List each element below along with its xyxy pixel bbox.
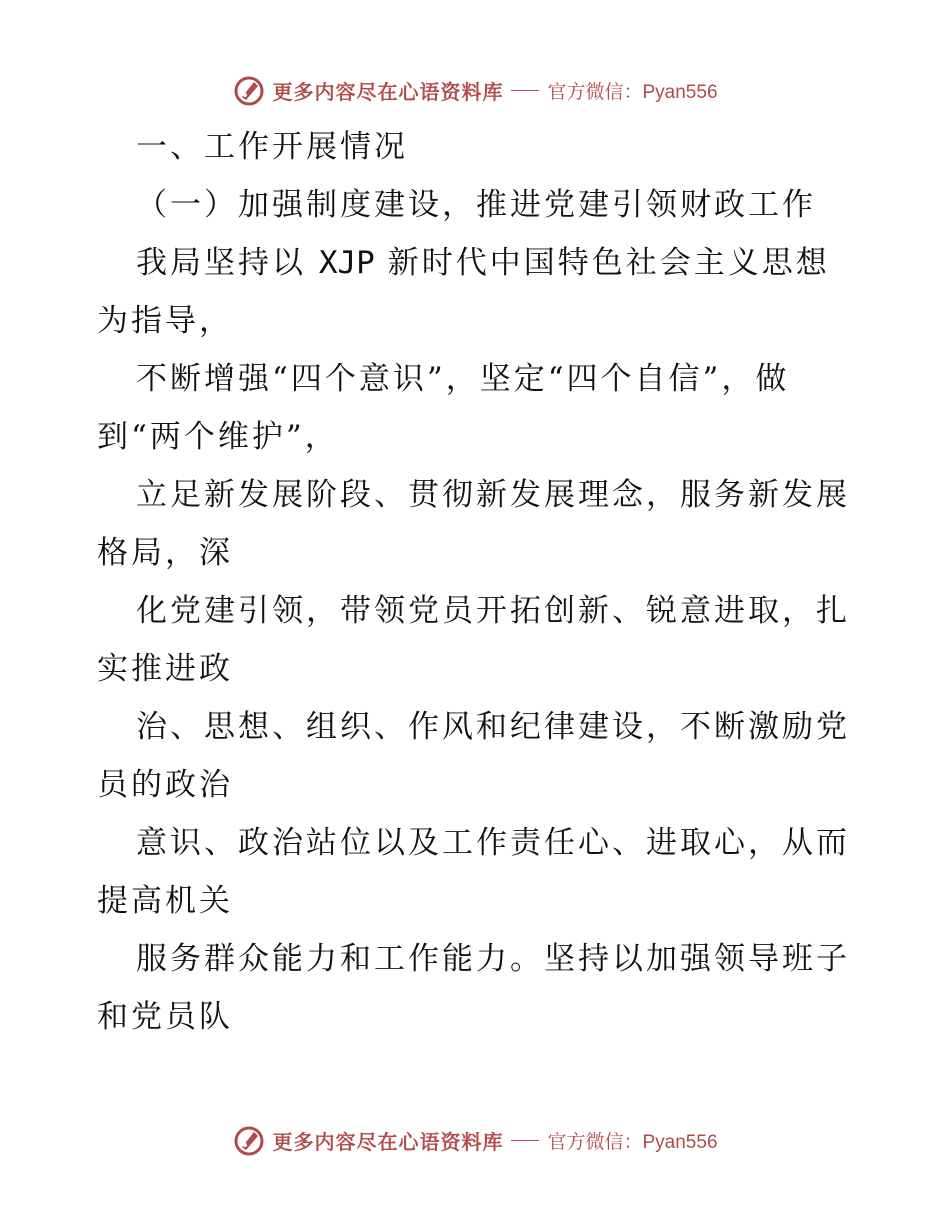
- pen-nib-circle-icon: [232, 73, 266, 107]
- banner-brand-text: 更多内容尽在心语资料库: [272, 79, 504, 104]
- paragraph-line: 到“两个维护”，: [97, 419, 339, 455]
- text-run: 新时代中国特色社会主义思想: [374, 245, 830, 281]
- paragraph-line: 为指导，: [97, 303, 233, 339]
- banner-contact-label: 官方微信：: [547, 1130, 643, 1153]
- paragraph-line: 治、思想、组织、作风和纪律建设，不断激励党: [136, 709, 850, 745]
- paragraph-line: 员的政治: [97, 767, 233, 803]
- banner-contact: [547, 1127, 717, 1154]
- subsection-heading: （一）加强制度建设，推进党建引领财政工作: [136, 187, 816, 223]
- footer-watermark-banner: [0, 1120, 950, 1160]
- document-body: [97, 118, 857, 1046]
- banner-brand-text: 更多内容尽在心语资料库: [272, 1129, 504, 1154]
- header-watermark-banner: [0, 70, 950, 110]
- paragraph-line: 化党建引领，带领党员开拓创新、锐意进取，扎: [136, 593, 850, 629]
- section-heading: 一、工作开展情况: [136, 129, 408, 165]
- paragraph-line: 提高机关: [97, 883, 233, 919]
- paragraph-line: 服务群众能力和工作能力。坚持以加强领导班子: [136, 941, 850, 977]
- paragraph-line: 格局，深: [97, 535, 233, 571]
- banner-contact-id: Pyan556: [642, 1131, 718, 1153]
- paragraph-line: 和党员队: [97, 999, 233, 1035]
- text-run-latin: XJP: [318, 245, 375, 281]
- banner-contact: [547, 77, 717, 104]
- pen-nib-circle-icon: [232, 1123, 266, 1157]
- banner-contact-id: Pyan556: [642, 81, 718, 103]
- paragraph-line: 意识、政治站位以及工作责任心、进取心，从而: [136, 825, 850, 861]
- text-run: 我局坚持以: [136, 245, 319, 281]
- banner-dash: [511, 90, 539, 91]
- paragraph-line: 实推进政: [97, 651, 233, 687]
- banner-dash: [511, 1140, 539, 1141]
- paragraph-line: 立足新发展阶段、贯彻新发展理念，服务新发展: [136, 477, 850, 513]
- banner-contact-label: 官方微信：: [547, 80, 643, 103]
- paragraph-line: [97, 234, 857, 292]
- paragraph-line: 不断增强“四个意识”，坚定“四个自信”，做: [136, 361, 790, 397]
